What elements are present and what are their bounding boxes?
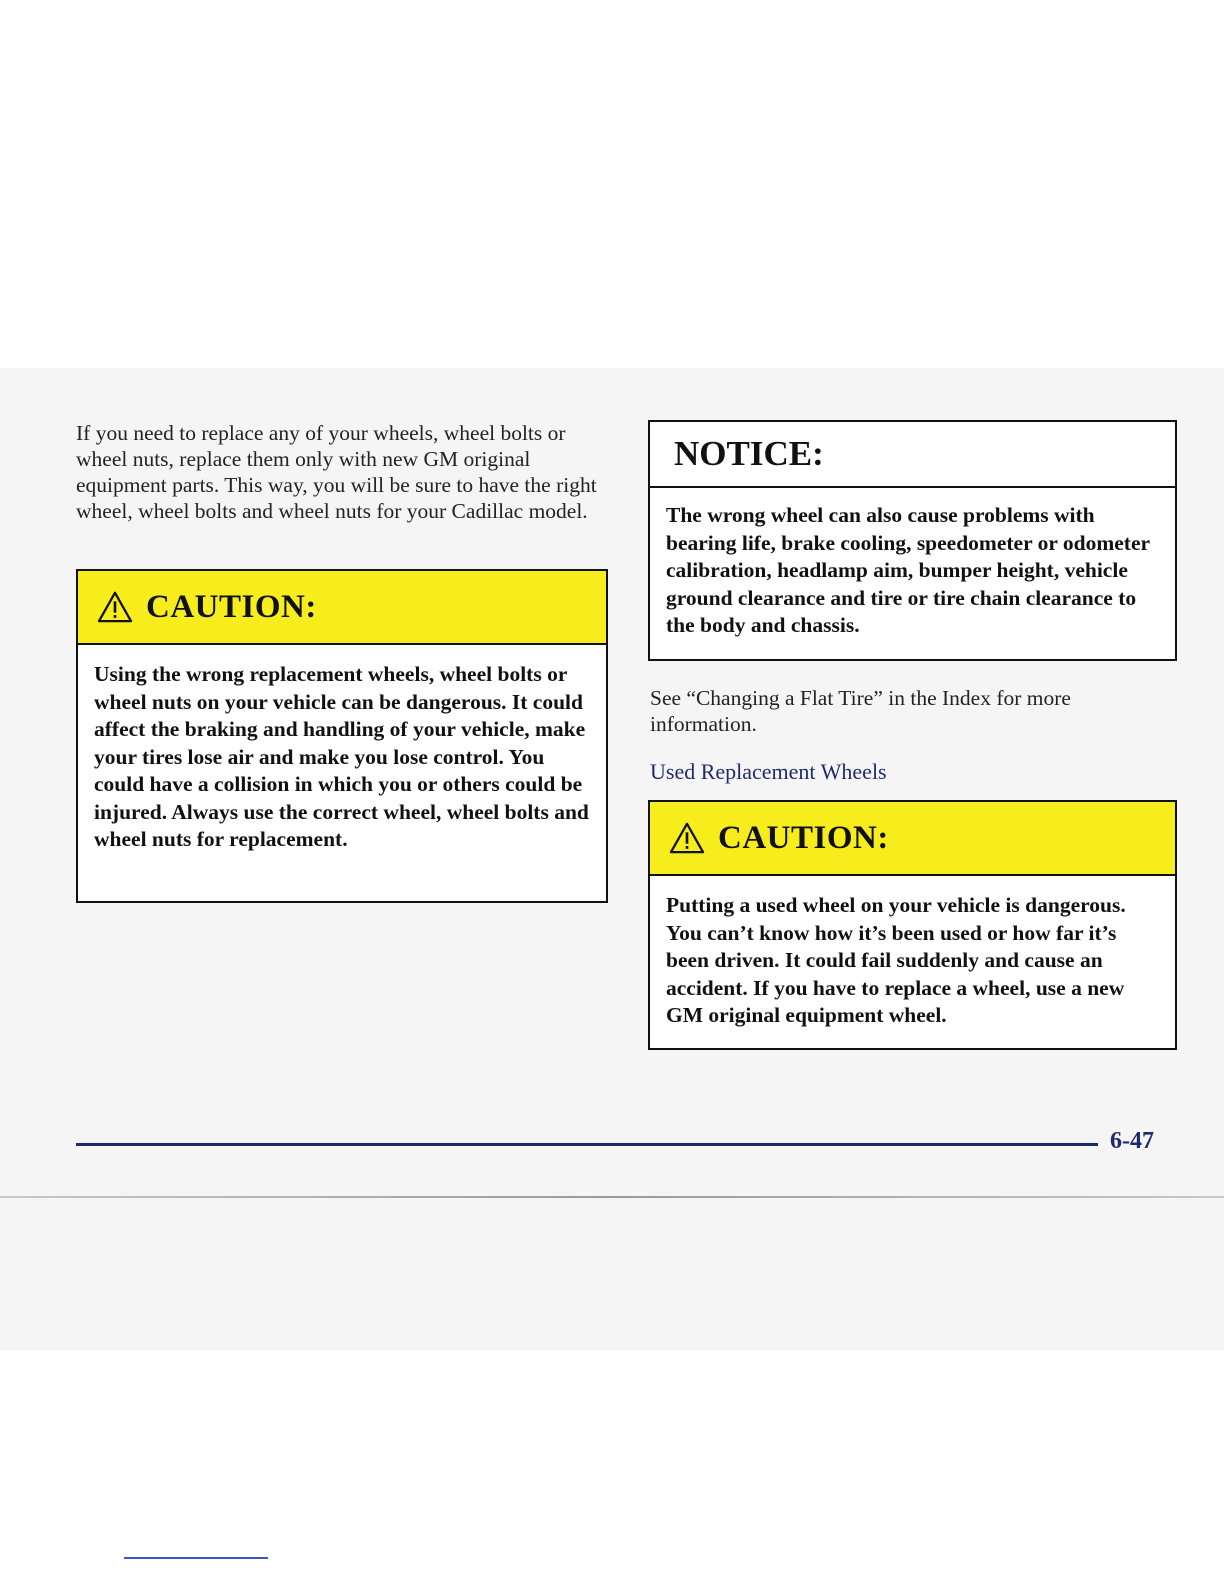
caution-body: Putting a used wheel on your vehicle is dangerous. You can’t know how it’s been used or how far it’s been driven. It could fail suddenly and cause an accident. If you have to replace a wheel, use a new GM original equipment wheel. <box>666 893 1126 1027</box>
caution-heading: CAUTION: <box>718 819 889 856</box>
page-number: 6-47 <box>1110 1128 1154 1154</box>
caution-box-wrong-wheels <box>76 569 608 903</box>
caution-box-used-wheel <box>648 800 1177 1050</box>
stub-divider <box>124 1557 268 1559</box>
notice-header <box>650 422 1175 488</box>
caution-header <box>78 571 606 645</box>
intro-paragraph: If you need to replace any of your wheels, wheel bolts or wheel nuts, replace them only with new GM original equipment parts. This way, you will be sure to have the right wheel, wheel bolts and wheel nuts for your Cadillac model. <box>76 421 597 523</box>
notice-body: The wrong wheel can also cause problems with bearing life, brake cooling, speedometer or odometer calibration, headlamp aim, bumper height, vehicle ground clearance and tire or tire chain clearance to the body and chassis. <box>666 503 1150 637</box>
warning-triangle-icon <box>96 590 134 624</box>
section-heading-used-replacement-wheels: Used Replacement Wheels <box>650 759 887 784</box>
footer-divider <box>76 1143 1098 1146</box>
warning-triangle-icon <box>668 821 706 855</box>
notice-box <box>648 420 1177 661</box>
notice-heading: NOTICE: <box>674 434 824 473</box>
caution-heading: CAUTION: <box>146 588 317 625</box>
caution-body: Using the wrong replacement wheels, wheel bolts or wheel nuts on your vehicle can be dangerous. It could affect the braking and handling of your vehicle, make your tires lose air and make you lose control. You could have a collision in which you or others could be injured. Always use the correct wheel, wheel bolts and wheel nuts for replacement. <box>94 662 589 851</box>
see-reference-paragraph: See “Changing a Flat Tire” in the Index for more information. <box>650 686 1071 736</box>
page-edge-divider <box>0 1196 1224 1198</box>
caution-header <box>650 802 1175 876</box>
